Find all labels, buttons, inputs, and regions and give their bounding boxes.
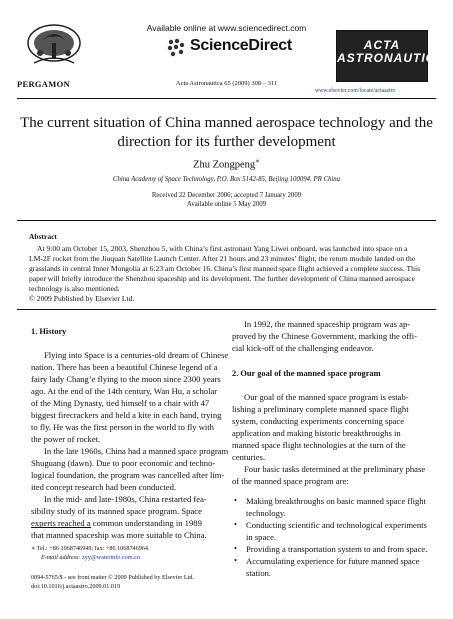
title-line-1: The current situation of China manned aerospace technology and the bbox=[20, 115, 433, 131]
author-affiliation: China Academy of Space Technology, P.O. Box 5142-85, Beijing 100094, PR China bbox=[112, 176, 341, 183]
abstract-line: paper will briefly introduce the Shenzhou spaceship and its development. The further development of China manned aerospace bbox=[29, 274, 415, 283]
abstract-heading: Abstract bbox=[29, 232, 57, 241]
abstract-copyright: © 2009 Published by Elsevier Ltd. bbox=[29, 294, 135, 303]
author-name bbox=[0, 157, 453, 171]
section-1-heading: 1. History bbox=[31, 327, 67, 336]
body-line: logical foundation, the program was cancelled after lim- bbox=[31, 470, 225, 480]
body-line: Flying into Space is a centuries-old dream of Chinese bbox=[44, 350, 229, 360]
body-line: In the late 1960s, China had a manned space program bbox=[44, 446, 229, 456]
body-line: of the manned space program are: bbox=[232, 476, 349, 486]
bullet-item: technology. bbox=[246, 508, 286, 518]
body-line: centuries. bbox=[232, 452, 266, 462]
issn-line: 0094-5765/$ - see front matter © 2009 Published by Elsevier Ltd. bbox=[31, 574, 194, 581]
body-line: nation. There has been a beautiful Chinese legend of a bbox=[31, 362, 218, 372]
abstract-line: grasslands in central Inner Mongolia at 6:23 am October 16. China’s first manned space flight achieved a complete success. This bbox=[29, 264, 421, 273]
journal-citation: Acta Astronautica 65 (2009) 308 – 311 bbox=[175, 80, 278, 87]
doi-link[interactable]: doi:10.1016/j.actaastro.2009.01.019 bbox=[31, 583, 121, 590]
body-line: the power of rocket. bbox=[31, 434, 101, 444]
abstract-divider bbox=[17, 309, 436, 310]
email-label: E-mail address: bbox=[41, 554, 81, 561]
journal-logo bbox=[336, 30, 445, 82]
article-title bbox=[0, 114, 453, 152]
bullet-marker: • bbox=[234, 519, 238, 529]
body-line: Four basic tasks determined at the preliminary phase bbox=[244, 464, 426, 474]
body-line: sibility study of its manned space program. Space bbox=[31, 506, 202, 516]
sciencedirect-wordmark: ScienceDirect bbox=[190, 37, 292, 54]
body-line: of the Ming Dynasty, tied himself to a chair with 47 bbox=[31, 398, 210, 408]
title-line-2: direction for its further development bbox=[117, 134, 336, 150]
journal-url-link[interactable]: www.elsevier.com/locate/actaastro bbox=[315, 88, 396, 94]
received-dates: Received 22 December 2006; accepted 7 January 2009 bbox=[151, 192, 302, 199]
online-date: Available online 5 May 2009 bbox=[186, 201, 267, 208]
footnote-contact: ∗ Tel.: +86 1068746949; fax: +86 1068746964. bbox=[31, 545, 150, 552]
sciencedirect-icon bbox=[165, 36, 187, 58]
body-line: ited concept research had been conducted. bbox=[31, 482, 177, 492]
bullet-marker: • bbox=[234, 543, 238, 553]
body-line: manned space flight technologies at the turn of the bbox=[232, 440, 406, 450]
body-line: biggest firecrackers and held a kite in each hand, trying bbox=[31, 410, 222, 420]
abstract-line: At 9:00 am October 15, 2003, Shenzhou 5, with China’s first astronaut Yang Liwei onboard, was launched into space on a bbox=[37, 244, 408, 253]
abstract-line: LM-2F rocket from the Jiuquan Satellite Launch Center. After 21 hours and 23 minutes’ flight, the return module landed on the bbox=[29, 254, 416, 263]
author-footnote-mark[interactable]: ∗ bbox=[255, 157, 260, 165]
body-line: system, conducting experiments concerning space bbox=[232, 416, 405, 426]
body-line: to fly. He was the first person in the world to fly with bbox=[31, 422, 214, 432]
body-line: lishing a preliminary complete manned space flight bbox=[232, 404, 409, 414]
publisher-name: PERGAMON bbox=[17, 79, 70, 89]
body-line: cial kick-off of the challenging endeavor. bbox=[232, 343, 374, 353]
body-line: that manned spaceship was more suitable to China. bbox=[31, 530, 207, 540]
bullet-item: Providing a transportation system to and from space. bbox=[246, 544, 428, 554]
footnote-email bbox=[41, 554, 140, 561]
body-line: fairy lady Chang’e flying to the moon since 2300 years bbox=[31, 374, 221, 384]
bullet-item: in space. bbox=[246, 532, 277, 542]
email-link[interactable]: zyy@waterinfo.com.cn bbox=[82, 554, 140, 561]
bullet-item: Accumulating experience for future manned space bbox=[246, 556, 420, 566]
available-online-text: Available online at www.sciencedirect.com bbox=[146, 23, 307, 33]
journal-logo-line1: ACTA bbox=[363, 38, 401, 52]
body-line: Our goal of the manned space program is estab- bbox=[244, 392, 409, 402]
bullet-item: Making breakthroughs on basic manned space flight bbox=[246, 496, 426, 506]
bullet-item: station. bbox=[246, 568, 272, 578]
journal-logo-line2: ASTRONAUTICA bbox=[337, 51, 445, 65]
footnote-divider bbox=[31, 527, 91, 528]
bullet-marker: • bbox=[234, 555, 238, 565]
body-line: proved by the Chinese Government, marking the offi- bbox=[232, 331, 418, 341]
body-line: In 1992, the manned spaceship program was ap- bbox=[244, 319, 411, 329]
body-line: experts reached a common understanding in 1989 bbox=[31, 518, 202, 528]
author-name-text: Zhu Zongpeng bbox=[193, 159, 256, 171]
header-divider bbox=[17, 98, 436, 99]
body-line: In the mid- and late-1980s, China restarted fea- bbox=[44, 494, 207, 504]
bullet-item: Conducting scientific and technological experiments bbox=[246, 520, 427, 530]
section-2-heading: 2. Our goal of the manned space program bbox=[232, 369, 381, 378]
bullet-marker: • bbox=[234, 495, 238, 505]
body-line: application and making historic breakthroughs in bbox=[232, 428, 401, 438]
body-line: ago. At the end of the 14th century, Wan Hu, a scholar bbox=[31, 386, 218, 396]
title-divider bbox=[17, 220, 436, 221]
body-line: Shuguang (dawn). Due to poor economic and techno- bbox=[31, 458, 216, 468]
abstract-line: technology is also mentioned. bbox=[29, 284, 120, 293]
